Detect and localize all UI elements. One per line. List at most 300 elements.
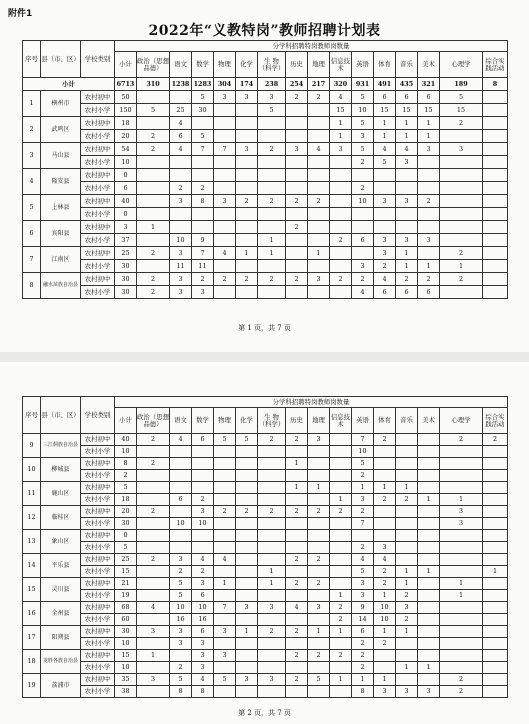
header-subject: 地理 xyxy=(308,408,330,434)
subtotal-value: 174 xyxy=(236,78,258,91)
row-value xyxy=(396,182,418,195)
table-row xyxy=(23,686,508,698)
row-value: 2 xyxy=(330,602,352,614)
row-value: 1 xyxy=(330,130,352,143)
row-value: 3 xyxy=(170,638,192,650)
row-value: 2 xyxy=(308,195,330,208)
row-value: 10 xyxy=(352,195,374,208)
row-value xyxy=(330,247,352,260)
row-value: 7 xyxy=(214,143,236,156)
table-row xyxy=(23,494,508,506)
row-value: 3 xyxy=(352,130,374,143)
row-value xyxy=(440,195,483,208)
row-value xyxy=(418,446,440,458)
header-subtotal: 小计 xyxy=(115,408,137,434)
row-value: 10 xyxy=(115,446,137,458)
row-value: 6 xyxy=(374,286,396,299)
row-school-type: 农村小学 xyxy=(81,286,115,299)
row-value xyxy=(440,169,483,182)
row-value: 7 xyxy=(192,247,214,260)
row-value xyxy=(192,208,214,221)
row-value: 16 xyxy=(170,614,192,626)
row-value: 3 xyxy=(418,686,440,698)
row-value xyxy=(258,614,286,626)
row-value: 2 xyxy=(418,273,440,286)
recruitment-plan-table xyxy=(22,396,508,698)
row-value xyxy=(330,182,352,195)
row-value: 2 xyxy=(137,286,170,299)
row-value xyxy=(483,286,508,299)
row-value: 15 xyxy=(115,650,137,662)
row-school-type: 农村初中 xyxy=(81,674,115,686)
row-value: 18 xyxy=(115,117,137,130)
row-school-type: 农村小学 xyxy=(81,156,115,169)
row-value: 2 xyxy=(308,91,330,104)
row-county: 象山区 xyxy=(41,530,81,554)
row-value xyxy=(137,590,170,602)
row-value xyxy=(308,130,330,143)
row-value: 1 xyxy=(440,260,483,273)
row-value: 2 xyxy=(396,494,418,506)
subtotal-value: 238 xyxy=(258,78,286,91)
table-row xyxy=(23,638,508,650)
row-value: 1 xyxy=(440,578,483,590)
row-value xyxy=(170,470,192,482)
row-value xyxy=(418,530,440,542)
row-value: 4 xyxy=(170,143,192,156)
row-value xyxy=(440,554,483,566)
header-subject: 地理 xyxy=(308,52,330,78)
row-value: 8 xyxy=(192,195,214,208)
row-school-type: 农村小学 xyxy=(81,130,115,143)
row-school-type: 农村小学 xyxy=(81,590,115,602)
subtotal-label: 小计 xyxy=(23,78,115,91)
row-value xyxy=(308,542,330,554)
row-value xyxy=(440,156,483,169)
row-value: 3 xyxy=(396,602,418,614)
row-value xyxy=(396,434,418,446)
row-value: 2 xyxy=(137,247,170,260)
row-value: 2 xyxy=(258,273,286,286)
subtotal-value: 435 xyxy=(396,78,418,91)
row-value: 16 xyxy=(192,614,214,626)
row-county: 阳朔县 xyxy=(41,626,81,650)
row-value: 2 xyxy=(440,273,483,286)
row-value: 30 xyxy=(115,286,137,299)
row-value: 37 xyxy=(115,234,137,247)
row-value xyxy=(440,542,483,554)
row-county: 柳城县 xyxy=(41,458,81,482)
row-county: 平乐县 xyxy=(41,554,81,578)
row-value: 2 xyxy=(330,506,352,518)
row-value: 10 xyxy=(374,614,396,626)
subtotal-value: 931 xyxy=(352,78,374,91)
row-value xyxy=(258,686,286,698)
row-value xyxy=(483,470,508,482)
row-value xyxy=(440,626,483,638)
row-value: 3 xyxy=(352,260,374,273)
row-value xyxy=(258,169,286,182)
row-value: 3 xyxy=(396,156,418,169)
row-county: 三江侗族自治县 xyxy=(41,434,81,458)
table-row xyxy=(23,104,508,117)
row-value: 5 xyxy=(170,674,192,686)
row-value xyxy=(137,578,170,590)
row-value xyxy=(170,156,192,169)
row-value xyxy=(374,506,396,518)
row-value: 1 xyxy=(374,590,396,602)
row-value xyxy=(483,542,508,554)
row-value xyxy=(286,117,308,130)
row-value xyxy=(330,446,352,458)
row-value: 2 xyxy=(396,590,418,602)
table-row xyxy=(23,286,508,299)
row-value: 2 xyxy=(192,566,214,578)
row-value xyxy=(330,156,352,169)
row-county: 灵川县 xyxy=(41,578,81,602)
row-value: 10 xyxy=(170,602,192,614)
row-value: 3 xyxy=(308,273,330,286)
row-value: 2 xyxy=(137,130,170,143)
table-row xyxy=(23,446,508,458)
row-school-type: 农村初中 xyxy=(81,458,115,470)
row-value: 5 xyxy=(352,117,374,130)
row-value xyxy=(170,208,192,221)
row-value xyxy=(286,686,308,698)
row-value: 2 xyxy=(440,674,483,686)
row-school-type: 农村小学 xyxy=(81,182,115,195)
row-value xyxy=(236,650,258,662)
row-value xyxy=(308,530,330,542)
row-value: 4 xyxy=(374,554,396,566)
row-value xyxy=(286,104,308,117)
row-value: 10 xyxy=(170,518,192,530)
row-school-type: 农村初中 xyxy=(81,143,115,156)
row-seq: 3 xyxy=(23,143,41,169)
row-value: 2 xyxy=(352,650,374,662)
row-value xyxy=(330,686,352,698)
row-value xyxy=(214,530,236,542)
row-value xyxy=(137,117,170,130)
row-value xyxy=(236,614,258,626)
subtotal-value: 6713 xyxy=(115,78,137,91)
row-value: 15 xyxy=(418,104,440,117)
row-value: 0 xyxy=(115,208,137,221)
row-value xyxy=(440,221,483,234)
row-value: 6 xyxy=(115,182,137,195)
row-value xyxy=(483,650,508,662)
row-value: 5 xyxy=(374,156,396,169)
row-value xyxy=(308,614,330,626)
row-value xyxy=(170,221,192,234)
row-value xyxy=(483,182,508,195)
row-value xyxy=(236,260,258,273)
row-value xyxy=(483,273,508,286)
row-value xyxy=(137,482,170,494)
row-value: 1 xyxy=(418,260,440,273)
row-value: 3 xyxy=(236,674,258,686)
row-value xyxy=(258,542,286,554)
table-row xyxy=(23,554,508,566)
row-value: 2 xyxy=(374,494,396,506)
row-value: 11 xyxy=(192,260,214,273)
row-value xyxy=(258,470,286,482)
row-value xyxy=(137,470,170,482)
row-value xyxy=(308,208,330,221)
table-row xyxy=(23,470,508,482)
row-school-type: 农村初中 xyxy=(81,434,115,446)
row-value: 2 xyxy=(308,650,330,662)
row-value xyxy=(396,554,418,566)
row-value xyxy=(483,247,508,260)
row-value: 3 xyxy=(308,434,330,446)
row-value xyxy=(170,482,192,494)
row-value xyxy=(440,458,483,470)
row-value: 3 xyxy=(192,638,214,650)
header-subject: 体育 xyxy=(374,52,396,78)
table-row xyxy=(23,130,508,143)
row-value: 6 xyxy=(418,286,440,299)
row-school-type: 农村初中 xyxy=(81,602,115,614)
row-value xyxy=(192,530,214,542)
row-value: 2 xyxy=(352,638,374,650)
row-value xyxy=(396,470,418,482)
row-value xyxy=(137,91,170,104)
row-value: 3 xyxy=(440,518,483,530)
header-subject: 语文 xyxy=(170,408,192,434)
row-seq: 19 xyxy=(23,674,41,698)
row-value xyxy=(374,169,396,182)
row-value xyxy=(214,130,236,143)
row-value xyxy=(170,530,192,542)
row-value: 5 xyxy=(352,143,374,156)
row-value: 3 xyxy=(214,91,236,104)
row-value xyxy=(192,156,214,169)
row-school-type: 农村小学 xyxy=(81,234,115,247)
row-value xyxy=(236,578,258,590)
row-value xyxy=(308,117,330,130)
row-value xyxy=(330,221,352,234)
row-value: 3 xyxy=(374,195,396,208)
row-value xyxy=(352,530,374,542)
row-value: 3 xyxy=(236,143,258,156)
row-county: 荔浦市 xyxy=(41,674,81,698)
row-value: 1 xyxy=(330,494,352,506)
row-value xyxy=(258,458,286,470)
row-county: 临桂区 xyxy=(41,506,81,530)
row-value xyxy=(483,518,508,530)
row-value: 15 xyxy=(440,104,483,117)
row-value: 2 xyxy=(396,614,418,626)
row-value: 3 xyxy=(170,195,192,208)
row-value xyxy=(483,130,508,143)
row-value xyxy=(396,650,418,662)
row-county: 武鸣区 xyxy=(41,117,81,143)
row-value xyxy=(214,638,236,650)
row-value: 2 xyxy=(352,662,374,674)
row-value xyxy=(308,156,330,169)
table-row xyxy=(23,260,508,273)
row-value xyxy=(214,458,236,470)
row-value xyxy=(483,91,508,104)
row-value: 15 xyxy=(396,104,418,117)
row-value xyxy=(396,169,418,182)
row-value: 3 xyxy=(214,195,236,208)
row-value: 1 xyxy=(236,626,258,638)
row-value xyxy=(258,590,286,602)
row-value xyxy=(374,470,396,482)
row-value xyxy=(236,221,258,234)
row-value xyxy=(192,221,214,234)
row-value: 2 xyxy=(286,221,308,234)
row-value: 1 xyxy=(374,130,396,143)
row-value xyxy=(483,260,508,273)
row-value xyxy=(286,182,308,195)
row-value: 1 xyxy=(396,482,418,494)
subtotal-value: 217 xyxy=(308,78,330,91)
header-subject: 物理 xyxy=(214,52,236,78)
row-value xyxy=(418,578,440,590)
row-value: 2 xyxy=(170,662,192,674)
row-value: 1 xyxy=(396,247,418,260)
row-value: 1 xyxy=(396,662,418,674)
row-value: 5 xyxy=(214,674,236,686)
row-value xyxy=(396,208,418,221)
row-value xyxy=(418,626,440,638)
row-value: 8 xyxy=(170,686,192,698)
row-value xyxy=(418,169,440,182)
row-value: 2 xyxy=(137,143,170,156)
row-value xyxy=(483,506,508,518)
row-value: 2 xyxy=(115,470,137,482)
row-value: 1 xyxy=(396,117,418,130)
row-value xyxy=(330,554,352,566)
header-subject: 美术 xyxy=(418,408,440,434)
row-value: 68 xyxy=(115,602,137,614)
row-value: 3 xyxy=(374,686,396,698)
row-value xyxy=(418,156,440,169)
row-value: 1 xyxy=(418,117,440,130)
header-subject: 信息技术 xyxy=(330,52,352,78)
row-school-type: 农村初中 xyxy=(81,91,115,104)
row-value: 6 xyxy=(192,434,214,446)
row-value xyxy=(286,518,308,530)
row-value xyxy=(258,208,286,221)
row-value: 20 xyxy=(115,506,137,518)
row-value xyxy=(236,446,258,458)
row-value: 1 xyxy=(418,494,440,506)
row-value: 5 xyxy=(192,130,214,143)
row-value: 10 xyxy=(192,518,214,530)
row-value: 1 xyxy=(308,247,330,260)
row-value xyxy=(214,542,236,554)
row-value xyxy=(258,260,286,273)
row-value: 5 xyxy=(440,91,483,104)
row-value xyxy=(483,614,508,626)
row-seq: 1 xyxy=(23,91,41,117)
row-value xyxy=(286,530,308,542)
row-value: 2 xyxy=(374,578,396,590)
row-value xyxy=(308,590,330,602)
row-value: 7 xyxy=(352,518,374,530)
row-seq: 14 xyxy=(23,554,41,578)
row-value xyxy=(308,446,330,458)
row-value: 2 xyxy=(440,434,483,446)
page-gap xyxy=(0,352,529,362)
row-value: 6 xyxy=(352,626,374,638)
row-value xyxy=(418,590,440,602)
row-value xyxy=(483,446,508,458)
header-school-type: 学校类别 xyxy=(81,397,115,434)
row-value: 2 xyxy=(286,578,308,590)
row-value: 3 xyxy=(170,626,192,638)
row-value xyxy=(483,578,508,590)
row-value xyxy=(214,156,236,169)
row-value: 0 xyxy=(115,530,137,542)
row-value: 2 xyxy=(258,626,286,638)
table-row xyxy=(23,195,508,208)
row-value xyxy=(286,130,308,143)
row-value xyxy=(330,578,352,590)
row-value xyxy=(352,221,374,234)
row-value xyxy=(214,494,236,506)
row-school-type: 农村初中 xyxy=(81,578,115,590)
row-value: 40 xyxy=(115,434,137,446)
row-value: 2 xyxy=(308,578,330,590)
row-value: 3 xyxy=(170,247,192,260)
row-value: 2 xyxy=(236,273,258,286)
row-value xyxy=(330,208,352,221)
row-value: 3 xyxy=(308,602,330,614)
row-value: 6 xyxy=(192,590,214,602)
row-value: 2 xyxy=(137,458,170,470)
row-seq: 10 xyxy=(23,458,41,482)
row-value xyxy=(330,638,352,650)
row-value: 2 xyxy=(330,650,352,662)
row-value xyxy=(137,182,170,195)
row-value: 2 xyxy=(352,470,374,482)
row-value: 1 xyxy=(440,590,483,602)
table-row xyxy=(23,273,508,286)
table-row xyxy=(23,602,508,614)
row-value: 1 xyxy=(330,590,352,602)
row-value: 30 xyxy=(115,518,137,530)
row-value: 30 xyxy=(115,273,137,286)
row-value xyxy=(137,638,170,650)
header-subject: 政治（思想品德） xyxy=(137,52,170,78)
row-school-type: 农村小学 xyxy=(81,662,115,674)
row-value xyxy=(440,638,483,650)
row-value xyxy=(330,458,352,470)
row-value: 2 xyxy=(286,674,308,686)
row-value xyxy=(330,195,352,208)
subtotal-value: 1238 xyxy=(170,78,192,91)
table-row xyxy=(23,91,508,104)
row-value xyxy=(418,674,440,686)
row-value: 1 xyxy=(374,674,396,686)
header-subject: 物理 xyxy=(214,408,236,434)
subtotal-value: 1283 xyxy=(192,78,214,91)
row-value xyxy=(137,195,170,208)
header-subject: 美术 xyxy=(418,52,440,78)
row-value: 3 xyxy=(137,626,170,638)
row-value xyxy=(440,482,483,494)
row-value: 2 xyxy=(214,273,236,286)
row-value: 2 xyxy=(258,506,286,518)
row-seq: 16 xyxy=(23,602,41,626)
header-subject-group: 分学科招聘特岗教师岗数量 xyxy=(115,41,508,52)
row-value: 2 xyxy=(170,182,192,195)
